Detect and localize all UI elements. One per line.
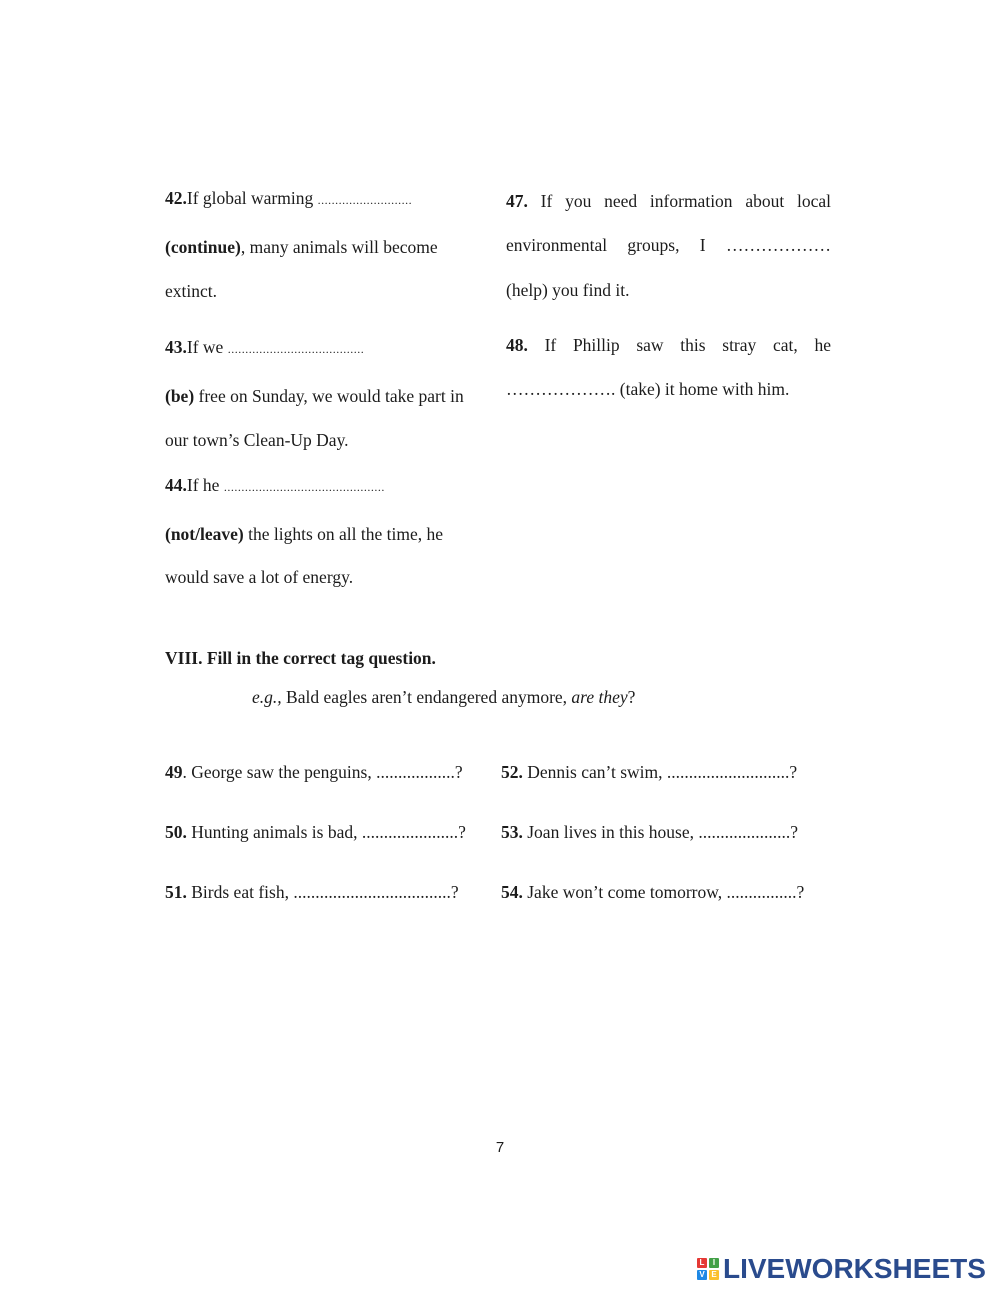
verb-hint: (be) bbox=[165, 386, 195, 406]
question-43 bbox=[165, 337, 364, 358]
verb-hint: (continue) bbox=[165, 237, 241, 257]
question-number: 51. bbox=[165, 882, 187, 902]
page-number: 7 bbox=[495, 1139, 505, 1156]
logo-icon bbox=[697, 1258, 719, 1280]
logo-tile: V bbox=[697, 1270, 707, 1280]
question-48-line2[interactable] bbox=[506, 379, 789, 400]
question-44-line3 bbox=[165, 567, 353, 588]
question-text[interactable]: Joan lives in this house, .....................? bbox=[522, 822, 798, 842]
question-43-line3 bbox=[165, 430, 349, 451]
example-answer: are they bbox=[571, 687, 628, 707]
question-44-line2 bbox=[165, 524, 443, 545]
question-47-line3 bbox=[506, 280, 629, 301]
question-42-line2 bbox=[165, 237, 438, 258]
answer-blank[interactable]: .............................................. bbox=[223, 480, 385, 494]
example-prefix: e.g., bbox=[252, 687, 282, 707]
logo-text: LIVEWORKSHEETS bbox=[723, 1253, 986, 1284]
question-text[interactable]: Jake won’t come tomorrow, ................? bbox=[522, 882, 805, 902]
liveworksheets-logo[interactable] bbox=[697, 1253, 986, 1285]
question-number: 50. bbox=[165, 822, 187, 842]
tag-question-49[interactable] bbox=[165, 762, 463, 783]
question-44 bbox=[165, 475, 385, 496]
question-47 bbox=[506, 191, 831, 212]
question-42 bbox=[165, 188, 412, 209]
example-text: Bald eagles aren’t endangered anymore, bbox=[281, 687, 572, 707]
question-number: 54. bbox=[501, 882, 523, 902]
question-48 bbox=[506, 335, 831, 356]
question-42-line3 bbox=[165, 281, 217, 302]
question-text[interactable]: ………………. (take) it home with him. bbox=[506, 379, 790, 399]
tag-question-51[interactable] bbox=[165, 882, 459, 903]
section-title: VIII. Fill in the correct tag question. bbox=[165, 648, 436, 668]
question-text: If Phillip saw this stray cat, he bbox=[527, 335, 831, 355]
question-text: If we bbox=[186, 337, 228, 357]
question-text: , many animals will become bbox=[240, 237, 438, 257]
logo-tile: I bbox=[709, 1258, 719, 1268]
question-number: 52. bbox=[501, 762, 523, 782]
example-end: ? bbox=[627, 687, 636, 707]
question-number: 48. bbox=[506, 335, 528, 355]
question-text: If he bbox=[186, 475, 224, 495]
question-number: 43. bbox=[165, 337, 187, 357]
question-text: (help) you find it. bbox=[506, 280, 630, 300]
example-sentence bbox=[252, 687, 635, 708]
question-text: extinct. bbox=[165, 281, 217, 301]
question-number: 44. bbox=[165, 475, 187, 495]
question-43-line2 bbox=[165, 386, 464, 407]
verb-hint: (not/leave) bbox=[165, 524, 244, 544]
answer-blank[interactable]: ....................................... bbox=[227, 342, 365, 356]
logo-tile: E bbox=[709, 1270, 719, 1280]
question-text[interactable]: environmental groups, I ……………… bbox=[506, 235, 831, 255]
question-text: the lights on all the time, he bbox=[243, 524, 444, 544]
question-number: 53. bbox=[501, 822, 523, 842]
question-text[interactable]: Dennis can’t swim, ............................? bbox=[522, 762, 798, 782]
tag-question-53[interactable] bbox=[501, 822, 798, 843]
question-text: free on Sunday, we would take part in bbox=[194, 386, 464, 406]
question-text: would save a lot of energy. bbox=[165, 567, 354, 587]
logo-tile: L bbox=[697, 1258, 707, 1268]
answer-blank[interactable]: ........................... bbox=[317, 193, 413, 207]
tag-question-52[interactable] bbox=[501, 762, 797, 783]
tag-question-54[interactable] bbox=[501, 882, 804, 903]
tag-question-50[interactable] bbox=[165, 822, 466, 843]
question-text[interactable]: Hunting animals is bad, ......................? bbox=[186, 822, 466, 842]
question-text: our town’s Clean-Up Day. bbox=[165, 430, 349, 450]
question-text: If you need information about local bbox=[527, 191, 831, 211]
question-text: If global warming bbox=[186, 188, 318, 208]
question-text[interactable]: . George saw the penguins, ..................? bbox=[182, 762, 463, 782]
question-number: 47. bbox=[506, 191, 528, 211]
question-47-line2[interactable] bbox=[506, 235, 831, 256]
question-text[interactable]: Birds eat fish, ....................................? bbox=[186, 882, 459, 902]
question-number: 49 bbox=[165, 762, 183, 782]
question-number: 42. bbox=[165, 188, 187, 208]
